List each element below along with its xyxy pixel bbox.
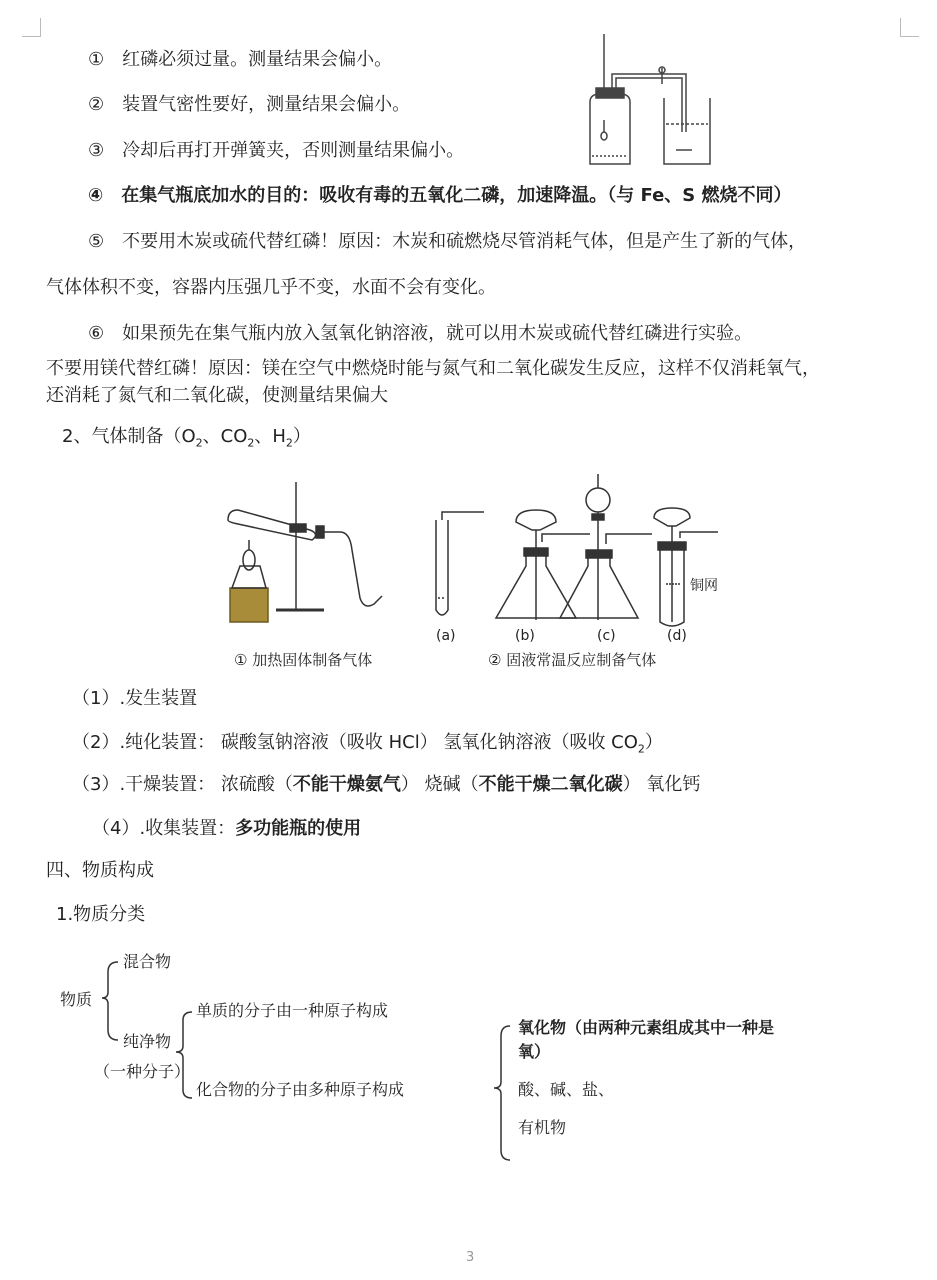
mg-note-line2: 还消耗了氮气和二氧化碳，使测量结果偏大 <box>46 385 388 406</box>
mg-note-line1: 不要用镁代替红磷！原因：镁在空气中燃烧时能与氮气和二氧化碳发生反应，这样不仅消耗氧气， <box>46 358 820 379</box>
tree-acid-base-salt: 酸、碱、盐、 <box>518 1080 615 1099</box>
figure-caption-1: ① 加热固体制备气体 <box>234 651 373 669</box>
page-number: 3 <box>466 1250 475 1265</box>
figure-label-b: (b) <box>515 628 535 644</box>
section-4-title: 四、物质构成 <box>46 860 154 881</box>
section-2-title: 2、气体制备（$O_2$、$CO_2$、$H_2$） <box>62 426 311 450</box>
item-6: ⑥ 如果预先在集气瓶内放入氢氧化钠溶液，就可以用木炭或硫代替红磷进行实验。 <box>88 323 753 344</box>
item-4: ④ 在集气瓶底加水的目的：吸收有毒的五氧化二磷，加速降温。（与 Fe、S 燃烧不同） <box>88 185 792 206</box>
tree-compound: 化合物的分子由多种原子构成 <box>196 1080 405 1099</box>
figure-label-a: (a) <box>436 628 456 644</box>
figure-label-c: (c) <box>597 628 616 644</box>
item-3: ③ 冷却后再打开弹簧夹，否则测量结果偏小。 <box>88 140 465 161</box>
device-3: （3）.干燥装置： 浓硫酸（不能干燥氨气） 烧碱（不能干燥二氧化碳） 氧化钙 <box>72 774 701 795</box>
tree-oxide-line2: 氧） <box>518 1042 551 1061</box>
tree-mixture: 混合物 <box>123 952 172 971</box>
tree-oxide-line1: 氧化物（由两种元素组成其中一种是 <box>518 1018 775 1037</box>
item-2: ② 装置气密性要好，测量结果会偏小。 <box>88 94 411 115</box>
device-4: （4）.收集装置：多功能瓶的使用 <box>92 818 362 839</box>
tree-organic: 有机物 <box>518 1118 567 1137</box>
device-2: （2）.纯化装置： 碳酸氢钠溶液（吸收 HCl） 氢氧化钠溶液（吸收 $CO_2$） <box>72 732 663 756</box>
tree-pure-note: （一种分子） <box>94 1062 191 1081</box>
item-5-line2: 气体体积不变，容器内压强几乎不变，水面不会有变化。 <box>46 277 496 298</box>
tree-pure: 纯净物 <box>123 1032 172 1051</box>
item-5-line1: ⑤ 不要用木炭或硫代替红磷！原因：木炭和硫燃烧尽管消耗气体，但是产生了新的气体， <box>88 231 807 252</box>
item-1: ① 红磷必须过量。测量结果会偏小。 <box>88 49 393 70</box>
device-1: （1）.发生装置 <box>72 688 198 709</box>
figure-label-d: (d) <box>667 628 687 644</box>
figure-caption-2: ② 固液常温反应制备气体 <box>488 651 657 669</box>
copper-mesh-label: 铜网 <box>690 578 718 594</box>
tree-root: 物质 <box>60 990 93 1009</box>
subsection-title: 1.物质分类 <box>56 904 146 925</box>
tree-simple: 单质的分子由一种原子构成 <box>196 1001 389 1020</box>
